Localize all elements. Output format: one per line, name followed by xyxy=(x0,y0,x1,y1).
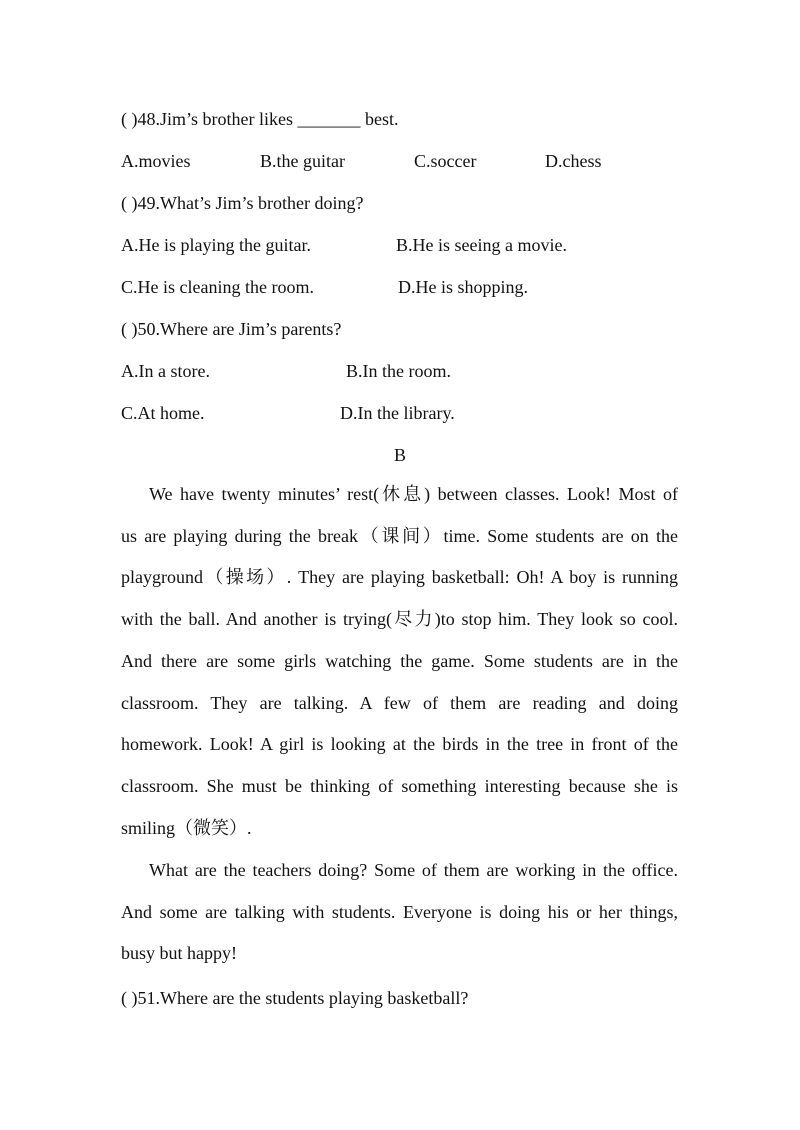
q48-option-b: B.the guitar xyxy=(260,151,345,171)
q48-option-a: A.movies xyxy=(121,151,191,171)
paragraph-1-line: And there are some girls watching the game. Some students are in the xyxy=(121,650,678,671)
paragraph-1-line: with the ball. And another is trying(尽力)to stop him. They look so cool. xyxy=(121,609,678,630)
q49-option-b: B.He is seeing a movie. xyxy=(396,235,567,255)
paragraph-1-line: smiling（微笑）. xyxy=(121,817,252,838)
question-49-stem: ( )49.What’s Jim’s brother doing? xyxy=(121,193,364,213)
q50-option-d: D.In the library. xyxy=(340,403,455,423)
q48-option-c: C.soccer xyxy=(414,151,477,171)
paragraph-1-line: us are playing during the break（课间）time. Some students are on the xyxy=(121,525,678,546)
question-50-stem: ( )50.Where are Jim’s parents? xyxy=(121,319,342,339)
paragraph-1-line: homework. Look! A girl is looking at the birds in the tree in front of the xyxy=(121,734,678,755)
paragraph-1-line: classroom. She must be thinking of something interesting because she is xyxy=(121,775,678,796)
paragraph-1-line: playground（操场）. They are playing basketball: Oh! A boy is running xyxy=(121,567,678,588)
paragraph-1-line: We have twenty minutes’ rest(休息) between classes. Look! Most of xyxy=(149,484,678,504)
question-48-stem: ( )48.Jim’s brother likes _______ best. xyxy=(121,109,399,129)
paragraph-2-line: busy but happy! xyxy=(121,943,237,964)
q50-option-b: B.In the room. xyxy=(346,361,451,381)
q49-option-c: C.He is cleaning the room. xyxy=(121,277,314,297)
reading-paragraph-1 xyxy=(121,474,678,849)
paragraph-2-line: And some are talking with students. Everyone is doing his or her things, xyxy=(121,901,678,922)
paragraph-2-line: What are the teachers doing? Some of them are working in the office. xyxy=(149,860,678,880)
question-51-stem: ( )51.Where are the students playing basketball? xyxy=(121,988,469,1008)
q49-option-d: D.He is shopping. xyxy=(398,277,528,297)
q49-option-a: A.He is playing the guitar. xyxy=(121,235,311,255)
section-b-heading: B xyxy=(393,445,406,465)
q50-option-c: C.At home. xyxy=(121,403,205,423)
reading-paragraph-2 xyxy=(121,850,678,975)
q50-option-a: A.In a store. xyxy=(121,361,210,381)
q48-option-d: D.chess xyxy=(545,151,602,171)
paragraph-1-line: classroom. They are talking. A few of them are reading and doing xyxy=(121,692,678,713)
